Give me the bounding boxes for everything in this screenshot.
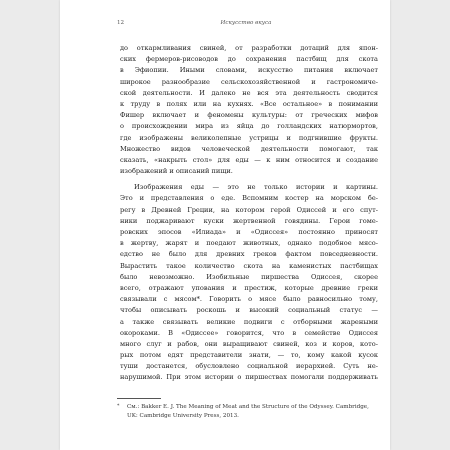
text-line: чтобы описывать роскошь и высокий социальный статус — — [120, 306, 378, 315]
text-line: ских фермеров-рисоводов до сохранения пастбищ для скота — [120, 55, 378, 64]
paragraph-1 — [120, 43, 378, 177]
text-line: окороками. В «Одиссее» говорится, что в семействе Одиссея — [120, 328, 378, 337]
text-line: ровских эпосов «Илиада» и «Одиссея» постоянно приносят — [120, 228, 378, 236]
running-head — [117, 20, 375, 26]
text-line: туши достанется, обусловлено социальной иерархией. Суть не- — [120, 362, 378, 371]
text-line: связывали с мясом*. Говорить о мясе было равносильно тому, — [120, 295, 378, 304]
text-line: Это и представления о еде. Вспомним костер на морском бе- — [120, 194, 378, 203]
text-line: где изображены великолепные устрицы и подгнившие фрукты. — [120, 133, 378, 142]
text-line: много слуг и рабов, они выращивают свиней, коз и коров, кото- — [120, 339, 378, 348]
text-line: а также связывать великие подвиги с отборными жареными — [120, 317, 378, 326]
text-line: ской деятельности. И далеко не вся эта деятельность сводится — [120, 88, 378, 97]
text-line: изображений и описаний пищи. — [120, 167, 233, 176]
text-line: до откармливания свиней, от разработки дотаций для япон- — [120, 44, 378, 52]
text-line: Изображения еды — это не только истории и картины. — [134, 183, 378, 192]
text-line: ники поджаривают куски жертвенной говядины. Герои гоме- — [120, 216, 378, 225]
running-title: Искусство вкуса — [220, 20, 272, 26]
text-line: о происхождении мира из яйца до голландских натюрмортов, — [120, 122, 378, 131]
footnote-divider — [117, 398, 161, 399]
footnote-line: См.: Bakker E. J. The Meaning of Meat and the Structure of the Odyssey. Cambridge, — [127, 404, 369, 410]
text-line: Фишер включает и феномены культуры: от греческих мифов — [120, 111, 378, 120]
text-line: сказать, «накрыть стол» для еды — к ним относится и создание — [120, 155, 378, 164]
body-text — [120, 43, 378, 384]
text-line: нарушимой. При этом истории о пиршествах помогали поддерживать — [120, 373, 378, 382]
paragraph-2 — [120, 182, 378, 383]
text-line: Вырастить такое количество скота на каменистых пастбищах — [120, 261, 378, 270]
page-number: 12 — [117, 20, 125, 26]
book-page — [60, 0, 390, 450]
text-line: регу в Древней Греции, на котором герой Одиссей и его спут- — [120, 205, 378, 214]
text-line: к труду в полях или на кухнях. «Все остальное» в понимании — [120, 99, 378, 108]
text-line: в Эфиопии. Иными словами, искусство питания включает — [120, 66, 378, 75]
footnote — [117, 403, 378, 422]
text-line: всего, отражают упования и престиж, которые древние греки — [120, 283, 378, 292]
text-line: едство не было для древних греков фактом повседневности. — [120, 250, 378, 259]
footnote-line: UK: Cambridge University Press, 2013. — [127, 413, 239, 420]
text-line: рых потом едят представители знати, — то, кому какой кусок — [120, 351, 378, 360]
text-line: Множество видов человеческой деятельности помогают, так — [120, 144, 378, 153]
text-line: было невозможно. Изобильные пиршества Одиссея, скорее — [120, 272, 378, 281]
footnote-marker: * — [117, 404, 120, 409]
text-line: широкое разнообразие сельскохозяйственной и гастрономиче- — [120, 77, 378, 86]
text-line: в жертву, жарят и поедают животных, однако подобное мясо- — [120, 239, 378, 248]
